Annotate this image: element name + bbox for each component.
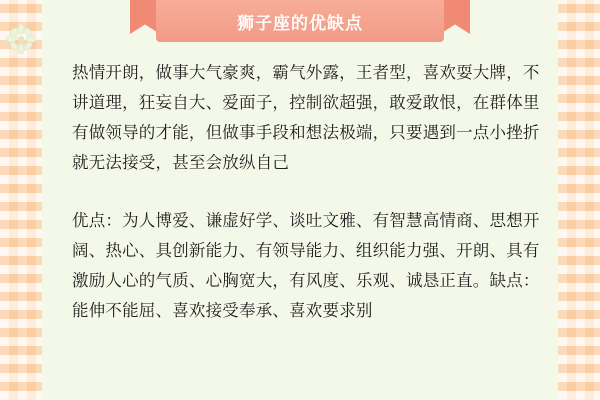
page-title: 狮子座的优缺点	[237, 13, 363, 33]
flower-icon	[6, 24, 36, 54]
banner	[130, 0, 470, 42]
paragraph-pros-cons: 优点：为人博爱、谦虚好学、谈吐文雅、有智慧高情商、思想开阔、热心、具创新能力、有领导能力、组织能力强、开朗、具有激励人心的气质、心胸宽大，有风度、乐观、诚恳正直。缺点：能伸不能屈、喜欢接受奉承、喜欢要求别	[72, 212, 540, 320]
paragraph-traits: 热情开朗，做事大气豪爽，霸气外露，王者型，喜欢耍大牌，不讲道理，狂妄自大、爱面子，控制欲超强，敢爱敢恨，在群体里有做领导的才能，但做事手段和想法极端，只要遇到一点小挫折就无法接受，甚至会放纵自己	[72, 64, 540, 172]
plaid-strip-right	[558, 0, 600, 400]
banner-tail-right	[440, 0, 470, 34]
article-body	[72, 58, 548, 400]
plaid-strip-left	[0, 0, 42, 400]
banner-body	[156, 0, 444, 42]
